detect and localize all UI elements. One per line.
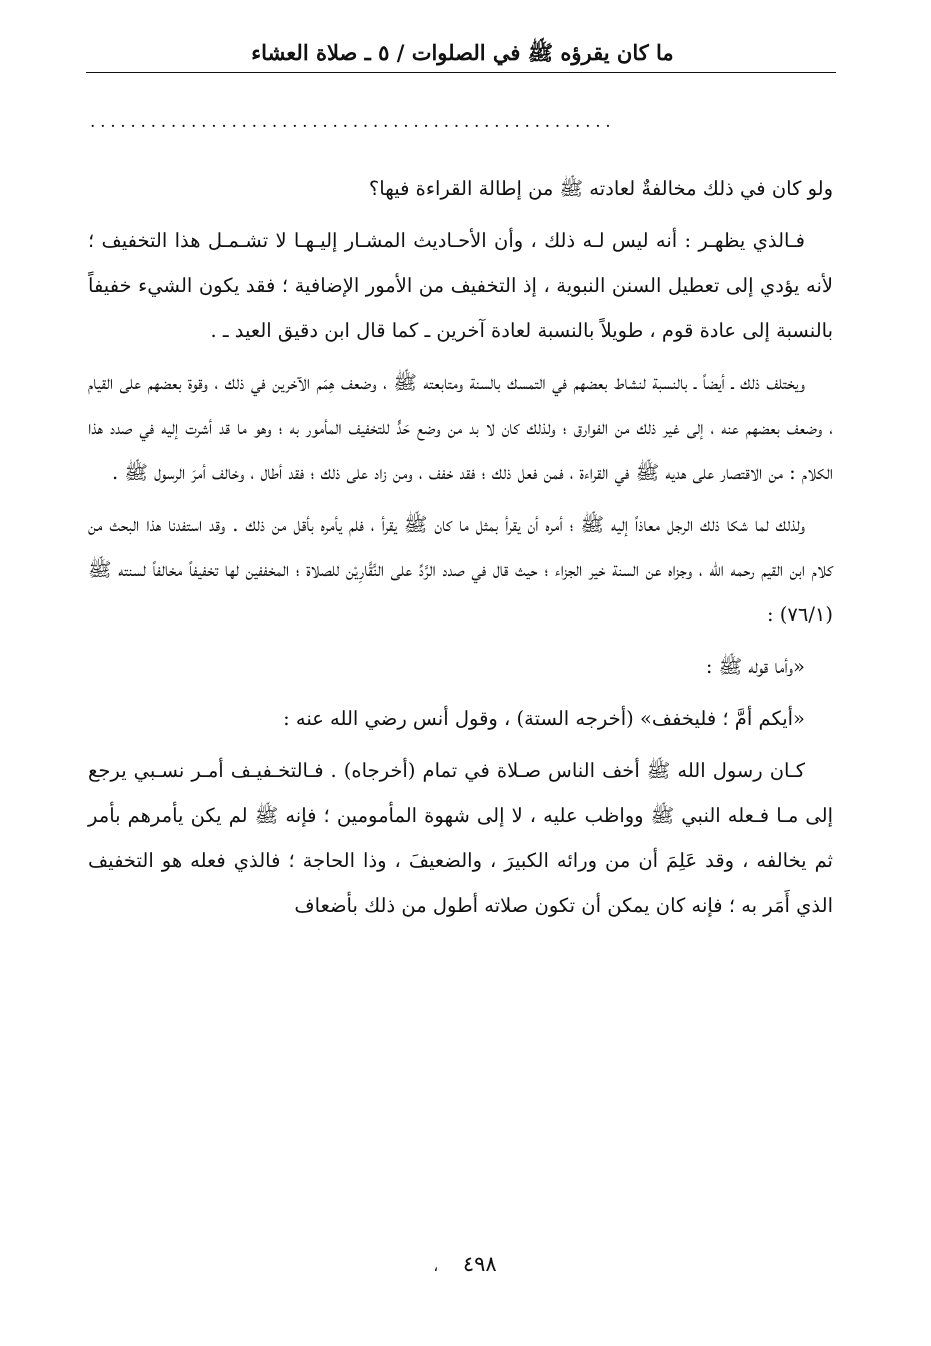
paragraph-quote-open: «وأما قوله ﷺ : bbox=[705, 655, 805, 678]
body-text bbox=[88, 166, 833, 935]
page-number: ٤٩٨ bbox=[462, 1252, 497, 1276]
running-header bbox=[90, 36, 835, 70]
paragraph-answer: فـالذي يظهـر : أنه ليس لـه ذلك ، وأن الأحـاديث المشـار إليـهـا لا تشـمـل هذا التخفيف ؛ لأنه يؤدي إلى تعطيل السنن النبوية ، إذ التخفيف من الأمور الإضافية ؛ فقد يكون الشيء خفيفاً بالنسبة إلى عادة قوم ، طويلاً بالنسبة لعادة آخرين ـ كما قال ابن دقيق العيد ـ . bbox=[88, 229, 833, 342]
paragraph-hadith: «أيكم أمَّ ؛ فليخفف» (أخرجه الستة) ، وقول أنس رضي الله عنه : bbox=[283, 707, 805, 730]
page-footer bbox=[360, 1244, 570, 1284]
paragraph-takhfif: كـان رسول الله ﷺ أخف الناس صـلاة في تمام (أخرجاه) . فـالتخـفيـف أمـر نسـبي يرجع إلى مـا فـعله النبي ﷺ وواظب عليه ، لا إلى شهوة المأمومين ؛ فإنه ﷺ لم يكن يأمرهم بأمر ثم يخالفه ، وقد عَلِمَ أن من ورائه الكبيرَ ، والضعيفَ ، وذا الحاجة ؛ فالذي فعله هو التخفيف الذي أَمَر به ؛ فإنه كان يمكن أن تكون صلاته أطول من ذلك بأضعاف bbox=[88, 759, 833, 917]
paragraph-question: ولو كان في ذلك مخالفةٌ لعادته ﷺ من إطالة القراءة فيها؟ bbox=[368, 177, 833, 200]
dotted-separator: .................................................... bbox=[90, 112, 616, 132]
paragraph-muadh: ولذلك لما شكا ذلك الرجل معاذاً إليه ﷺ ؛ أمره أن يقرأ بمثل ما كان ﷺ يقرأ ، فلم يأمره بأقل من ذلك . وقد استفدنا هذا البحث من كلام ابن القيم رحمه الله ، وجزاه عن السنة خير الجزاء ؛ حيث قال في صدد الرَّدِّ على النَّقَّارِيْن للصلاة ؛ المخففين لها تخفيفاً مخالفاً لسنته ﷺ (٧٦/١) : bbox=[88, 513, 833, 626]
footer-mark: ، bbox=[433, 1257, 439, 1275]
running-header-title: ما كان يقرؤه ﷺ في الصلوات / ٥ ـ صلاة العشاء bbox=[251, 40, 674, 65]
paragraph-variation: ويختلف ذلك ـ أيضاً ـ بالنسبة لنشاط بعضهم في التمسك بالسنة ومتابعته ﷺ ، وضعف هِمَم الآخرين في ذلك ، وقوة بعضهم على القيام ، وضعف بعضهم عنه ، إلى غير ذلك من الفوارق ؛ ولذلك كان لا بد من وضع حَدٍّ للتخفيف المأمور به ؛ وهو ما قد أشرت إليه في صدد هذا الكلام : من الاقتصار على هديه ﷺ في القراءة ، فمن فعل ذلك ؛ فقد خفف ، ومن زاد على ذلك ؛ فقد أطال ، وخالف أمرَ الرسول ﷺ . bbox=[88, 371, 833, 484]
header-rule bbox=[86, 72, 836, 73]
